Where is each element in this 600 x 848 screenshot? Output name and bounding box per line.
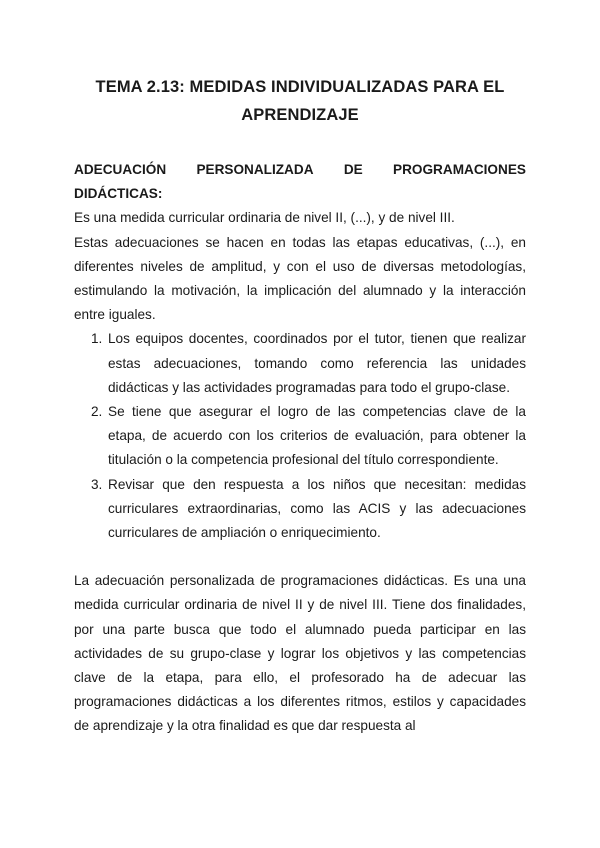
paragraph-1: Estas adecuaciones se hacen en todas las etapas educativas, (...), en diferentes niveles de amplitud, y con el uso de diversas metodologías, estimulando la motivación, la implicación del alumnado y la interacción entre iguales. [74, 234, 526, 323]
heading-word: PROGRAMACIONES [393, 162, 526, 177]
heading-line-2: DIDÁCTICAS: [74, 186, 163, 202]
intro-sentence: Es una medida curricular ordinaria de nivel II, (...), y de nivel III. [74, 210, 455, 226]
section-heading [74, 158, 526, 206]
heading-word: PERSONALIZADA [196, 162, 314, 177]
list-number: 1. [91, 331, 103, 347]
list-text: Se tiene que asegurar el logro de las competencias clave de la etapa, de acuerdo con los criterios de evaluación, para obtener la titulación o la competencia profesional del título correspondiente. [108, 404, 526, 468]
heading-word: ADECUACIÓN [74, 162, 167, 177]
paragraph-2: La adecuación personalizada de programaciones didácticas. Es una una medida curricular ordinaria de nivel II y de nivel III. Tiene dos finalidades, por una parte busca que todo el alumnado pueda participar en las actividades de su grupo-clase y lograr los objetivos y las competencias clave de la etapa, para ello, el profesorado ha de adecuar las programaciones didácticas a los diferentes ritmos, estilos y capacidades de aprendizaje y la otra finalidad es que dar respuesta al [74, 573, 526, 734]
list-text: Revisar que den respuesta a los niños que necesitan: medidas curriculares extraordinarias, como las ACIS y las adecuaciones curriculares de ampliación o enriquecimiento. [108, 476, 526, 541]
heading-word: DE [343, 162, 363, 177]
list-item [74, 473, 526, 546]
list-number: 2. [91, 404, 103, 420]
numbered-list [74, 327, 526, 545]
list-text: Los equipos docentes, coordinados por el tutor, tienen que realizar estas adecuaciones, tomando como referencia las unidades didácticas y las actividades programadas para todo el grupo-clase. [108, 331, 526, 395]
document-body [74, 158, 526, 739]
document-title [60, 73, 540, 129]
title-line-1: TEMA 2.13: MEDIDAS INDIVIDUALIZADAS PARA EL [95, 78, 505, 96]
list-item [74, 400, 526, 473]
title-line-2: APRENDIZAJE [241, 106, 359, 124]
list-item [74, 327, 526, 400]
list-number: 3. [91, 476, 103, 492]
